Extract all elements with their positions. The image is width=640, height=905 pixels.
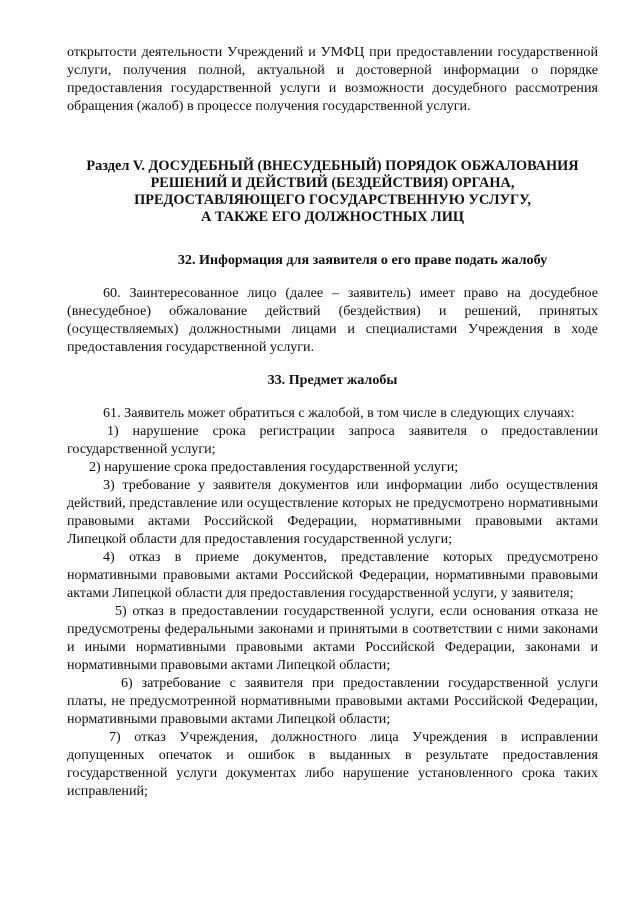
- paragraph-60-block: [67, 284, 598, 356]
- subsection-33-heading: 33. Предмет жалобы: [267, 372, 398, 388]
- intro-paragraph: открытости деятельности Учреждений и УМФЦ при предоставлении государственной услуги, получения полной, актуальной и достоверной информации о порядке предоставления государственной услуги и возможности досудебного рассмотрения обращения (жалоб) в процессе получения государственной услуги.: [67, 44, 598, 114]
- list-item-6: 6) затребование с заявителя при предоставлении государственной услуги платы, не предусмотренной нормативными правовыми актами Российской Федерации, нормативными правовыми актами Липецкой области;: [67, 675, 598, 727]
- list-item-7: 7) отказ Учреждения, должностного лица Учреждения в исправлении допущенных опечаток и ошибок в выданных в результате предоставления государственной услуги документах либо нарушение установленного срока таких исправлений;: [67, 729, 598, 799]
- list-item-3: 3) требование у заявителя документов или информации либо осуществления действий, представление или осуществление которых не предусмотрено нормативными правовыми актами Российской Федерации, нормативными правовыми актами Липецкой области для предоставления государственной услуги;: [67, 477, 598, 547]
- list-item-4: 4) отказ в приеме документов, представление которых предусмотрено нормативными правовыми актами Российской Федерации, нормативными правовыми актами Липецкой области для предоставления государственной услуги, у заявителя;: [67, 549, 598, 601]
- section-title-line-3: ПРЕДОСТАВЛЯЮЩЕГО ГОСУДАРСТВЕННУЮ УСЛУГУ,: [134, 192, 531, 208]
- subsection-32: [67, 251, 598, 269]
- section-heading: [67, 158, 598, 226]
- intro-block: [67, 43, 598, 115]
- section-title-line-2: РЕШЕНИЙ И ДЕЙСТВИЙ (БЕЗДЕЙСТВИЯ) ОРГАНА,: [150, 175, 515, 191]
- paragraph-61-block: [67, 404, 598, 800]
- paragraph-61: 61. Заявитель может обратиться с жалобой, в том числе в следующих случаях:: [103, 405, 575, 421]
- section-title-line-4: А ТАКЖЕ ЕГО ДОЛЖНОСТНЫХ ЛИЦ: [201, 209, 464, 225]
- section-title-line-1: Раздел V. ДОСУДЕБНЫЙ (ВНЕСУДЕБНЫЙ) ПОРЯДОК ОБЖАЛОВАНИЯ: [86, 158, 579, 174]
- list-item-1: 1) нарушение срока регистрации запроса заявителя о предоставлении государственной услуги;: [67, 423, 598, 457]
- list-item-5: 5) отказ в предоставлении государственной услуги, если основания отказа не предусмотрены федеральными законами и принятыми в соответствии с ними законами и иными нормативными правовыми актами Российской Федерации, законами и нормативными правовыми актами Липецкой области;: [67, 603, 598, 673]
- subsection-33: [67, 371, 598, 389]
- list-item-2: 2) нарушение срока предоставления государственной услуги;: [89, 459, 459, 475]
- subsection-32-heading: 32. Информация для заявителя о его праве подать жалобу: [177, 252, 548, 268]
- paragraph-60: 60. Заинтересованное лицо (далее – заявитель) имеет право на досудебное (внесудебное) обжалование действий (бездействия) и решений, принятых (осуществляемых) должностными лицами и специалистами Учреждения в ходе предоставления государственной услуги.: [67, 285, 598, 355]
